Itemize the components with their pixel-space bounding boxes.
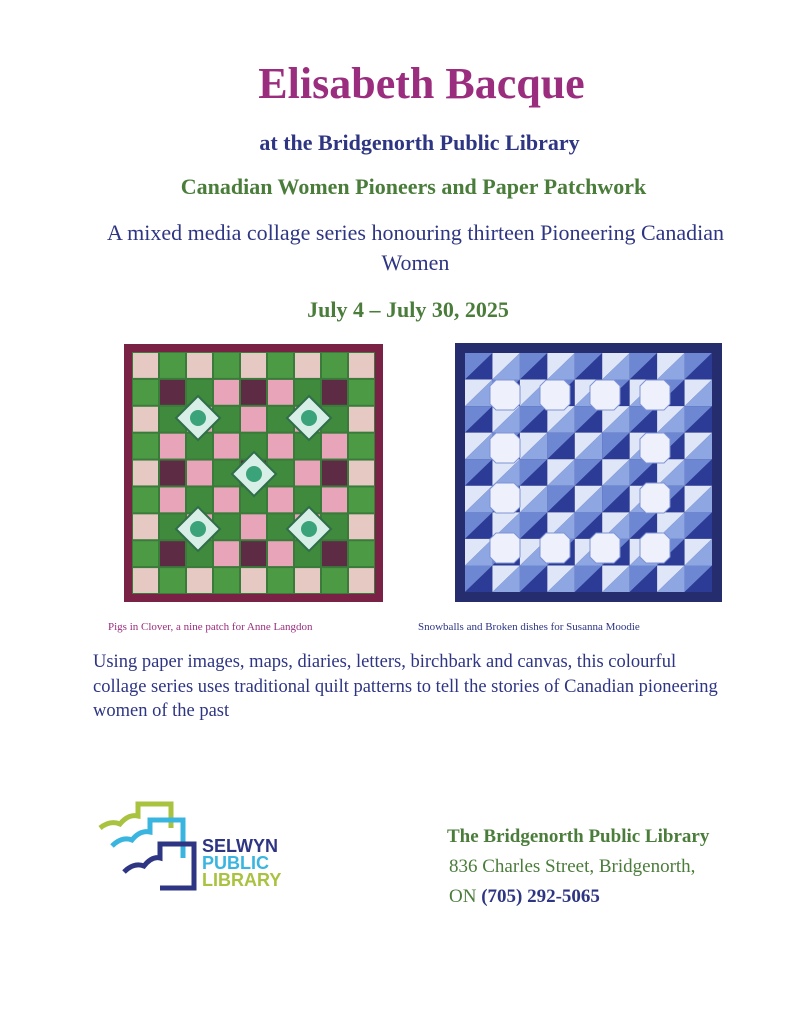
- body-paragraph: Using paper images, maps, diaries, letters, birchbark and canvas, this colourful collage series uses traditional quilt patterns to tell the stories of Canadian pioneering women of the past: [93, 652, 718, 721]
- venue-heading: at the Bridgenorth Public Library: [259, 130, 580, 155]
- artwork-caption: Pigs in Clover, a nine patch for Anne Langdon: [108, 621, 313, 633]
- library-province: ON: [449, 886, 477, 907]
- series-title: Canadian Women Pioneers and Paper Patchwork: [180, 174, 647, 199]
- library-address: 836 Charles Street, Bridgenorth,: [449, 856, 696, 877]
- library-name: The Bridgenorth Public Library: [447, 826, 710, 847]
- library-phone-line: [449, 886, 600, 908]
- logo-text-library: LIBRARY: [202, 870, 282, 890]
- stacked-book-outline-icon: [98, 800, 208, 895]
- artwork-caption: Snowballs and Broken dishes for Susanna Moodie: [418, 621, 640, 633]
- library-phone: (705) 292-5065: [481, 886, 600, 907]
- pigs-in-clover-quilt-image: [124, 344, 383, 602]
- series-description: A mixed media collage series honouring thirteen Pioneering Canadian Women: [106, 220, 725, 275]
- exhibition-dates: July 4 – July 30, 2025: [307, 297, 509, 322]
- snowballs-broken-dishes-quilt-image: [455, 343, 722, 602]
- selwyn-public-library-logo: [98, 800, 298, 895]
- artist-name-title: Elisabeth Bacque: [258, 59, 585, 108]
- logo-text-public: PUBLIC: [202, 853, 269, 873]
- logo-text-selwyn: SELWYN: [202, 836, 279, 856]
